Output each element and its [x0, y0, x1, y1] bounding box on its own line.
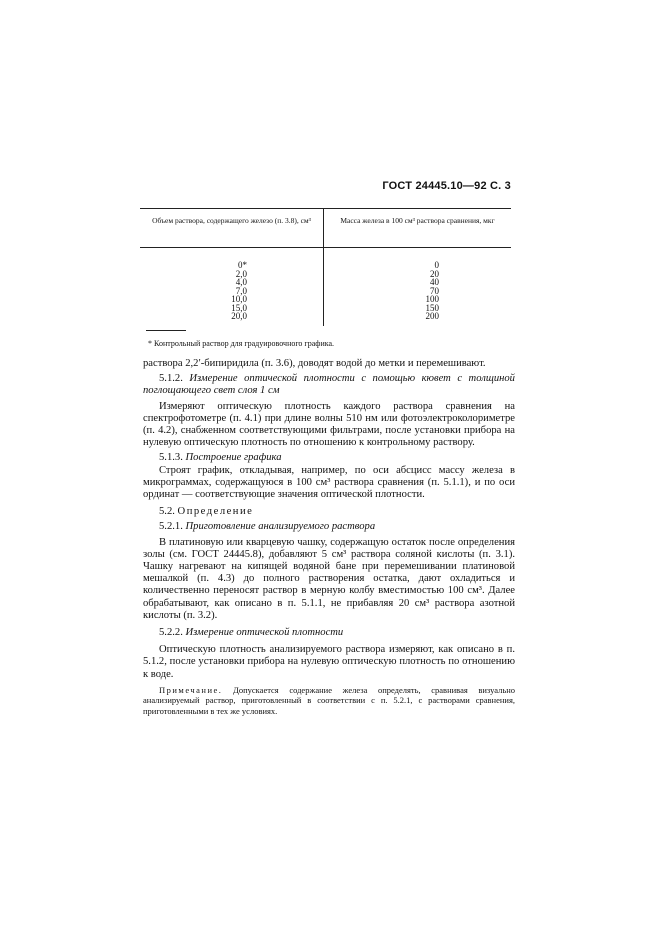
table-col1-header: Объем раствора, содержащего железо (п. 3.8), см³	[152, 216, 311, 225]
section-number: 5.2.1.	[159, 521, 183, 533]
table-cell: 70	[430, 285, 439, 296]
table-cell: 4,0	[235, 277, 247, 287]
calibration-table	[140, 208, 511, 326]
section-title: Построение графика	[185, 452, 282, 464]
table-cell: 7,0	[235, 285, 247, 296]
table-cell: 20,0	[231, 311, 247, 321]
table-col2-header: Масса железа в 100 см³ раствора сравнения, мкг	[340, 216, 495, 225]
paragraph-5-2-2: Оптическую плотность анализируемого раствора измеряют, как описано в п. 5.1.2, после установки прибора на нулевую оптическую плотность по отношению к воде.	[143, 644, 515, 680]
section-title: Приготовление анализируемого раствора	[185, 521, 376, 533]
page-header: ГОСТ 24445.10—92 С. 3	[382, 180, 511, 192]
table-cell: 15,0	[231, 302, 247, 313]
section-title: Измерение оптической плотности с помощью кювет с толщиной поглощающего свет слоя 1 см	[143, 373, 515, 397]
table-body	[140, 248, 511, 326]
section-5-2-2-heading	[143, 627, 515, 639]
note-text: Допускается содержание железа определять, сравнивая визуально анализируемый раствор, приготовленный в соответствии с п. 5.2.1, с растворами сравнения, приготовленными в тех же условиях.	[143, 684, 516, 716]
paragraph-5-2-1: В платиновую или кварцевую чашку, содержащую остаток после определения золы (см. ГОСТ 24445.8), добавляют 5 см³ раствора соляной кислоты (п. 3.1). Чашку нагревают на кипящей водяной бане при перемешивании платиновой мешалкой (п. 4.3) до полного растворения остатка, дают охладиться и количественно переносят раствор в мерную колбу вместимостью 100 см³. Далее обрабатывают, как описано в п. 5.1.1, не прибавляя 20 см³ раствора азотной кислоты (п. 3.2).	[143, 536, 515, 621]
note-label: Примечание.	[159, 684, 223, 695]
note	[143, 685, 515, 717]
section-title: Определение	[177, 506, 254, 518]
section-number: 5.2.2.	[159, 627, 183, 639]
section-5-2-heading	[143, 506, 515, 518]
paragraph-5-1-2: Измеряют оптическую плотность каждого раствора сравнения на спектрофотометре (п. 4.1) при длине волны 510 нм или фотоэлектроколориметре (п. 4.2), снабженном соответствующими фильтрами, после установки прибора на нулевую оптическую плотность по отношению к контрольному раствору.	[143, 400, 515, 449]
table-footnote: * Контрольный раствор для градуировочного графика.	[148, 339, 335, 348]
paragraph-5-1-3: Строят график, откладывая, например, по оси абсцисс массу железа в микрограммах, содержащуюся в 100 см³ раствора сравнения (п. 5.1.1), и по оси ординат — соответствующие значения оптической плотности.	[143, 464, 515, 501]
paragraph-continuation: раствора 2,2′-бипиридила (п. 3.6), доводят водой до метки и перемешивают.	[143, 358, 486, 369]
section-5-2-1-heading	[143, 521, 515, 533]
footnote-rule	[146, 330, 186, 331]
section-5-1-3-heading	[143, 452, 515, 464]
section-5-1-2-heading	[143, 373, 515, 397]
table-cell: 200	[425, 311, 439, 321]
table-cell: 2,0	[235, 268, 247, 279]
section-number: 5.1.3.	[159, 452, 183, 464]
table-cell: 20	[430, 268, 439, 279]
body-text	[143, 358, 515, 716]
table-col1-values	[207, 261, 247, 321]
section-number: 5.1.2.	[159, 373, 183, 385]
table-cell: 40	[430, 277, 439, 287]
section-number: 5.2.	[159, 506, 175, 518]
table-cell: 10,0	[231, 294, 247, 304]
table-cell: 0*	[238, 260, 247, 270]
table-cell: 0	[434, 260, 439, 270]
table-cell: 100	[425, 294, 439, 304]
table-col2-values	[399, 261, 439, 321]
table-cell: 150	[425, 302, 439, 313]
section-title: Измерение оптической плотности	[185, 627, 344, 639]
table-header-row	[140, 209, 511, 248]
